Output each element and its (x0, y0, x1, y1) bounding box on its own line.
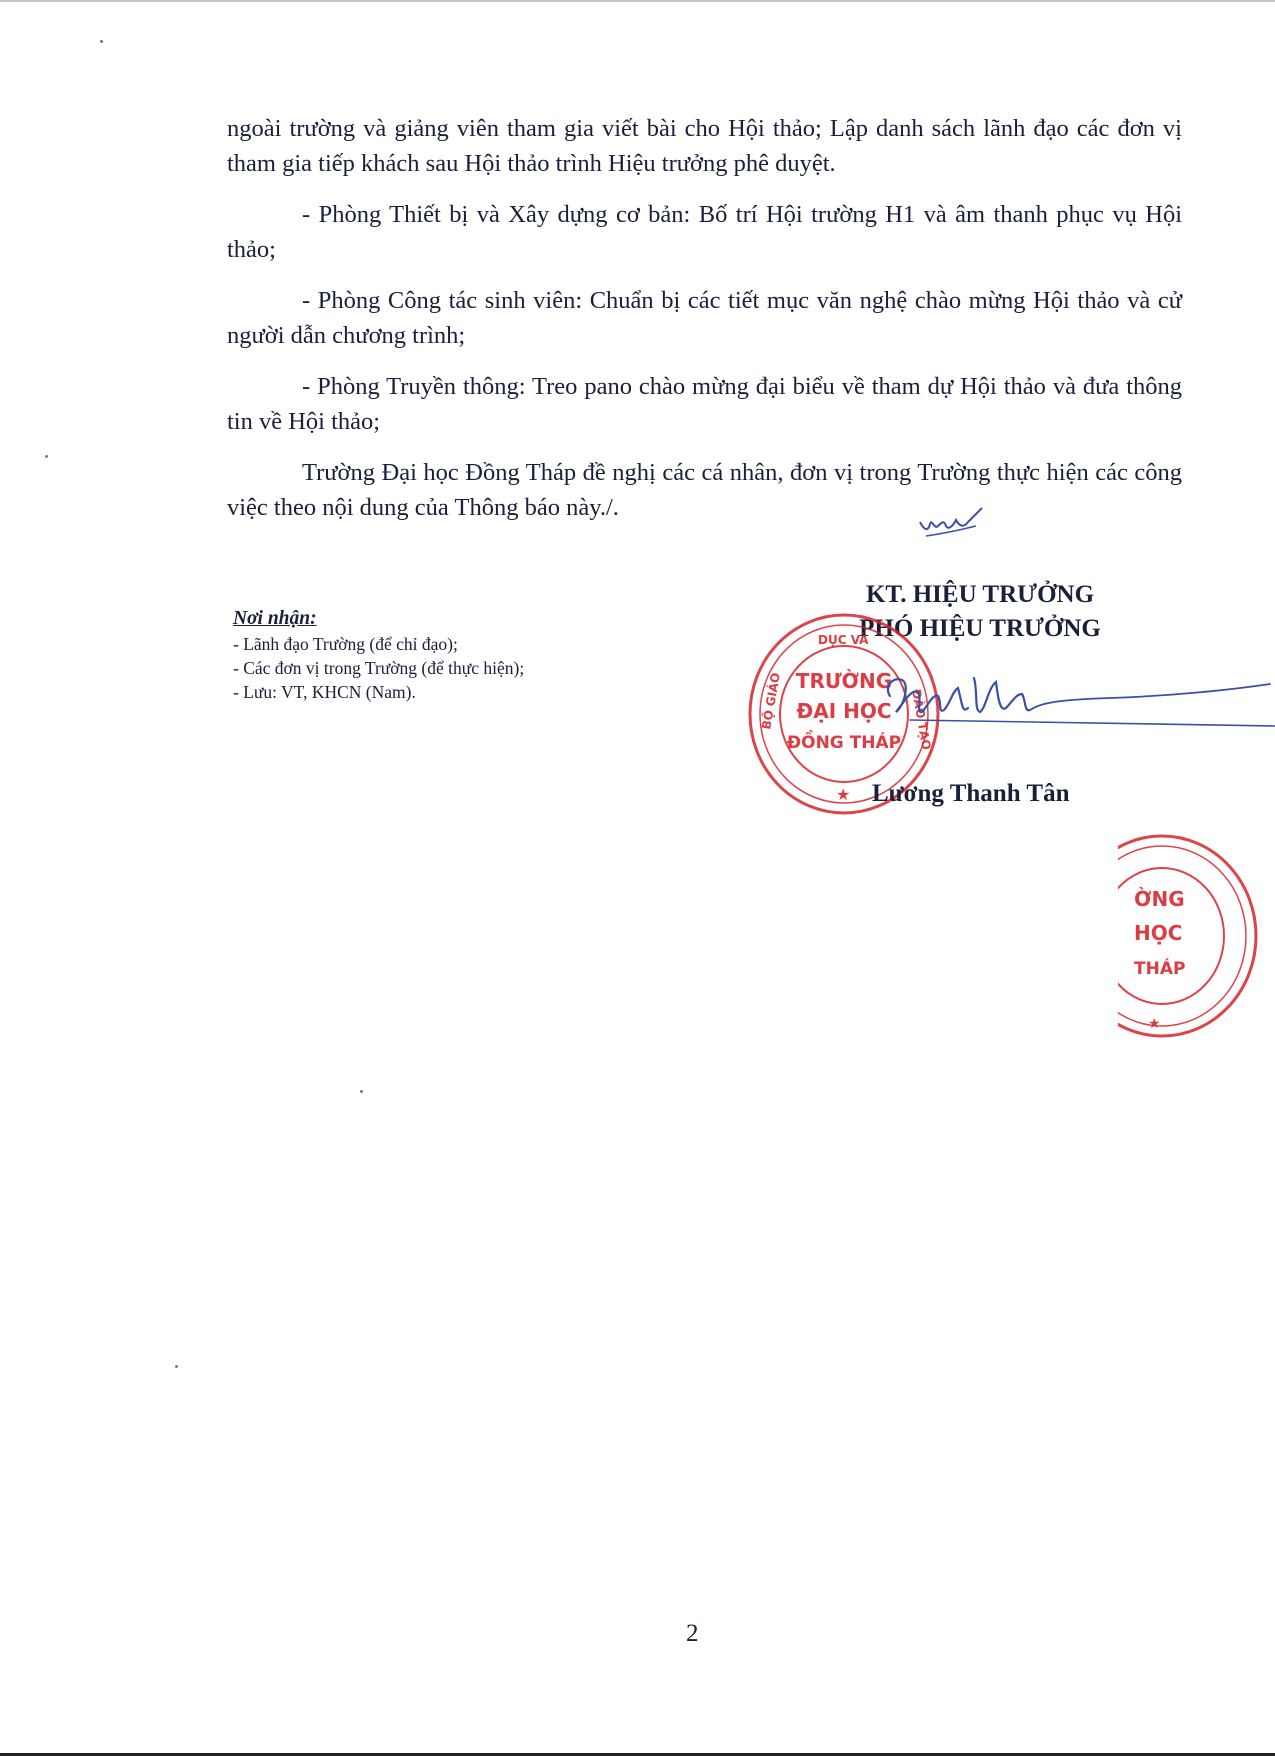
paragraph-closing: Trường Đại học Đồng Tháp đề nghị các cá nhân, đơn vị trong Trường thực hiện các công việc theo nội dung của Thông báo này./. (227, 459, 1182, 521)
signer-name: Lương Thanh Tân (872, 780, 1070, 807)
paragraph-student-affairs: - Phòng Công tác sinh viên: Chuẩn bị các tiết mục văn nghệ chào mừng Hội thảo và cử người dẫn chương trình; (227, 287, 1182, 349)
recipients-heading: Nơi nhận: (233, 608, 317, 629)
recipient-item: - Lãnh đạo Trường (để chỉ đạo); (233, 634, 458, 654)
scan-speck (360, 1090, 363, 1093)
recipients-block (233, 606, 673, 704)
handwritten-signature (870, 658, 1275, 768)
signature-title-acting: KT. HIỆU TRƯỞNG (865, 581, 1095, 608)
seal-ring-left: BỘ GIÁO (759, 671, 783, 731)
partial-seal-line2: HỌC (1134, 921, 1183, 945)
document-body (227, 112, 1182, 542)
seal-ring-right: ĐÀO TẠO (909, 688, 934, 751)
paragraph-communications: - Phòng Truyền thông: Treo pano chào mừng đại biểu về tham dự Hội thảo và đưa thông tin về Hội thảo; (227, 373, 1182, 435)
partial-seal-star: ★ (1148, 1016, 1161, 1032)
seal-center-line1: TRƯỜNG (795, 669, 893, 693)
seal-center-line3: ĐỒNG THÁP (786, 733, 902, 753)
recipient-item: - Lưu: VT, KHCN (Nam). (233, 682, 416, 702)
seal-star: ★ (836, 785, 851, 804)
partial-seal-line1: ỜNG (1134, 887, 1185, 911)
paragraph-equipment-office: - Phòng Thiết bị và Xây dựng cơ bản: Bố trí Hội trường H1 và âm thanh phục vụ Hội thảo; (227, 201, 1182, 263)
partial-seal-line3: THÁP (1134, 959, 1186, 979)
overlap-seal-stamp (1118, 828, 1275, 1044)
handwritten-initials (916, 500, 986, 545)
recipient-item: - Các đơn vị trong Trường (để thực hiện); (233, 658, 525, 678)
scan-speck (175, 1365, 178, 1368)
page-number: 2 (686, 1620, 699, 1647)
scan-speck (100, 40, 103, 43)
scan-edge-top (0, 0, 1275, 2)
paragraph-continuation: ngoài trường và giảng viên tham gia viết bài cho Hội thảo; Lập danh sách lãnh đạo các đơn vị tham gia tiếp khách sau Hội thảo trình Hiệu trưởng phê duyệt. (227, 115, 1182, 177)
seal-ring-top: DỤC VÀ (818, 633, 869, 647)
signature-title-vice-rector: PHÓ HIỆU TRƯỞNG (859, 615, 1101, 642)
seal-center-line2: ĐẠI HỌC (796, 699, 892, 723)
scan-speck (45, 455, 48, 458)
